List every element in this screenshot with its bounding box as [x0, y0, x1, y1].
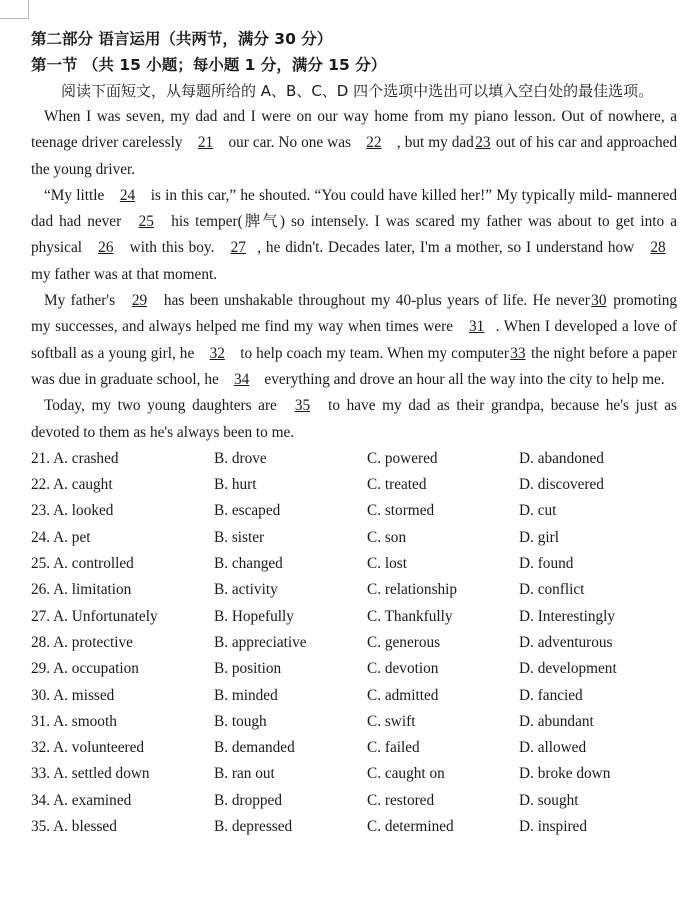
option-a-text: A. smooth [53, 712, 117, 730]
option-b: B. demanded [214, 739, 295, 757]
question-row [31, 735, 677, 761]
option-a-text: A. controlled [53, 555, 134, 573]
passage-text: . When I developed a love of softball as a young girl, he [31, 318, 678, 362]
option-a [31, 498, 214, 524]
option-c: C. lost [367, 555, 407, 573]
passage-text: my father was at that moment. [31, 265, 218, 283]
question-number: 34. [31, 791, 51, 809]
passage-text: When I was seven, my dad and I were on our way home from my piano lesson. Out of nowhere, a teenage driver carelessly [31, 108, 677, 152]
cloze-passage [31, 104, 677, 446]
option-b: B. hurt [214, 476, 257, 494]
option-c: C. stormed [367, 502, 435, 520]
passage-text: to have my dad as their grandpa, because he's just as devoted to them as he's always been to me. [31, 397, 677, 441]
option-d: D. Interestingly [519, 607, 616, 625]
question-row [31, 472, 677, 498]
option-a [31, 788, 214, 814]
blank-30: 30 [591, 292, 607, 310]
option-b: B. position [214, 660, 282, 678]
option-a-text: A. examined [53, 791, 132, 809]
question-number: 32. [31, 739, 51, 757]
option-d: D. abundant [519, 712, 594, 730]
option-d: D. abandoned [519, 449, 604, 467]
option-c: C. failed [367, 739, 420, 757]
question-row [31, 604, 677, 630]
passage-text: out of his car and approached the young driver. [31, 134, 678, 178]
passage-text: everything and drove an hour all the way into the city to help me. [264, 370, 665, 388]
option-b: B. minded [214, 686, 278, 704]
question-row [31, 498, 677, 524]
option-b: B. escaped [214, 502, 281, 520]
option-b: B. drove [214, 449, 267, 467]
instructions-text: 阅读下面短文，从每题所给的 A、B、C、D 四个选项中选出可以填入空白处的最佳选项。 [61, 82, 654, 100]
option-c: C. restored [367, 791, 435, 809]
option-d: D. girl [519, 528, 559, 546]
option-a [31, 683, 214, 709]
passage-text: with this boy. [129, 239, 215, 257]
question-number: 24. [31, 528, 51, 546]
option-a [31, 656, 214, 682]
option-d: D. fancied [519, 686, 583, 704]
passage-paragraph-4 [31, 393, 677, 446]
question-row [31, 814, 677, 840]
question-row [31, 656, 677, 682]
option-c: C. caught on [367, 765, 445, 783]
answer-options [31, 446, 677, 840]
question-number: 25. [31, 555, 51, 573]
option-a-text: A. caught [53, 476, 113, 494]
blank-35: 35 [294, 397, 311, 415]
option-c: C. admitted [367, 686, 439, 704]
option-a-text: A. occupation [53, 660, 139, 678]
blank-33: 33 [510, 344, 526, 362]
option-a [31, 604, 214, 630]
option-a [31, 551, 214, 577]
blank-26: 26 [98, 239, 114, 257]
option-b: B. sister [214, 528, 265, 546]
option-a-text: A. looked [53, 502, 114, 520]
question-row [31, 577, 677, 603]
question-row [31, 709, 677, 735]
blank-34: 34 [233, 370, 250, 388]
option-b: B. activity [214, 581, 278, 599]
question-number: 31. [31, 712, 51, 730]
passage-text: promoting my successes, and always helped me find my way when times were [31, 292, 678, 336]
question-number: 22. [31, 476, 51, 494]
option-a-text: A. missed [53, 686, 115, 704]
passage-paragraph-2 [31, 183, 677, 288]
question-row [31, 761, 677, 787]
blank-25: 25 [138, 213, 154, 231]
option-a [31, 814, 214, 840]
option-d: D. discovered [519, 476, 604, 494]
option-c: C. swift [367, 712, 416, 730]
section-title: 第二部分 语言运用（共两节，满分 30 分） [31, 30, 333, 48]
option-c: C. generous [367, 633, 441, 651]
option-a [31, 630, 214, 656]
passage-paragraph-1 [31, 104, 677, 183]
option-d: D. sought [519, 791, 579, 809]
option-a-text: A. limitation [53, 581, 132, 599]
option-a [31, 577, 214, 603]
option-a-text: A. pet [53, 528, 91, 546]
blank-27: 27 [230, 239, 246, 257]
option-b: B. depressed [214, 818, 293, 836]
passage-text: the night before a paper was due in graduate school, he [31, 344, 677, 388]
option-a-text: A. volunteered [53, 739, 145, 757]
option-a-text: A. Unfortunately [53, 607, 158, 625]
option-b: B. appreciative [214, 633, 307, 651]
page-corner-mark [0, 0, 29, 19]
question-number: 27. [31, 607, 51, 625]
passage-text: , he didn't. Decades later, I'm a mother, so I understand how [257, 239, 635, 257]
option-c: C. treated [367, 476, 427, 494]
option-a [31, 709, 214, 735]
option-a-text: A. settled down [53, 765, 150, 783]
passage-text: is in this car,” he shouted. “You could have killed her!” My typically mild- mannered dad had never [31, 186, 678, 231]
option-b: B. Hopefully [214, 607, 294, 625]
option-a-text: A. crashed [53, 449, 119, 467]
question-row [31, 630, 677, 656]
option-c: C. determined [367, 818, 454, 836]
option-b: B. tough [214, 712, 267, 730]
option-c: C. devotion [367, 660, 439, 678]
blank-28: 28 [650, 239, 666, 257]
blank-29: 29 [131, 292, 148, 310]
question-row [31, 788, 677, 814]
question-number: 35. [31, 818, 51, 836]
blank-32: 32 [209, 344, 225, 362]
option-d: D. adventurous [519, 633, 613, 651]
option-b: B. dropped [214, 791, 282, 809]
blank-31: 31 [468, 318, 485, 336]
option-b: B. changed [214, 555, 283, 573]
option-b: B. ran out [214, 765, 275, 783]
question-row [31, 551, 677, 577]
option-d: D. found [519, 555, 574, 573]
question-number: 26. [31, 581, 51, 599]
blank-24: 24 [119, 186, 136, 204]
question-number: 29. [31, 660, 51, 678]
question-row [31, 525, 677, 551]
passage-text: to help coach my team. When my computer [240, 344, 509, 362]
option-a [31, 525, 214, 551]
passage-text: My father's [44, 292, 116, 310]
option-c: C. Thankfully [367, 607, 453, 625]
option-a [31, 472, 214, 498]
option-d: D. inspired [519, 818, 587, 836]
passage-text: has been unshakable throughout my 40-plus years of life. He never [163, 292, 590, 310]
option-a [31, 735, 214, 761]
question-number: 28. [31, 633, 51, 651]
subsection-title: 第一节 （共 15 小题；每小题 1 分，满分 15 分） [31, 56, 387, 74]
passage-text: our car. No one was [228, 134, 351, 152]
question-number: 21. [31, 449, 51, 467]
option-c: C. son [367, 528, 407, 546]
question-row [31, 683, 677, 709]
passage-paragraph-3 [31, 288, 677, 393]
option-d: D. conflict [519, 581, 585, 599]
passage-text: , but my dad [396, 134, 474, 152]
option-d: D. broke down [519, 765, 611, 783]
option-a [31, 761, 214, 787]
question-number: 23. [31, 502, 51, 520]
passage-text: “My little [44, 186, 105, 204]
option-a-text: A. protective [53, 633, 133, 651]
blank-23: 23 [475, 134, 491, 152]
option-a-text: A. blessed [53, 818, 117, 836]
question-row [31, 446, 677, 472]
option-c: C. relationship [367, 581, 458, 599]
option-d: D. cut [519, 502, 557, 520]
option-d: D. allowed [519, 739, 587, 757]
question-number: 33. [31, 765, 51, 783]
blank-22: 22 [366, 134, 382, 152]
option-a [31, 446, 214, 472]
passage-text: Today, my two young daughters are [44, 397, 277, 415]
document-page [31, 26, 677, 840]
option-d: D. development [519, 660, 617, 678]
question-number: 30. [31, 686, 51, 704]
passage-text: his temper(脾气) so intensely. I was scared my father was about to get into a physical [31, 213, 677, 257]
option-c: C. powered [367, 449, 438, 467]
blank-21: 21 [197, 134, 214, 152]
